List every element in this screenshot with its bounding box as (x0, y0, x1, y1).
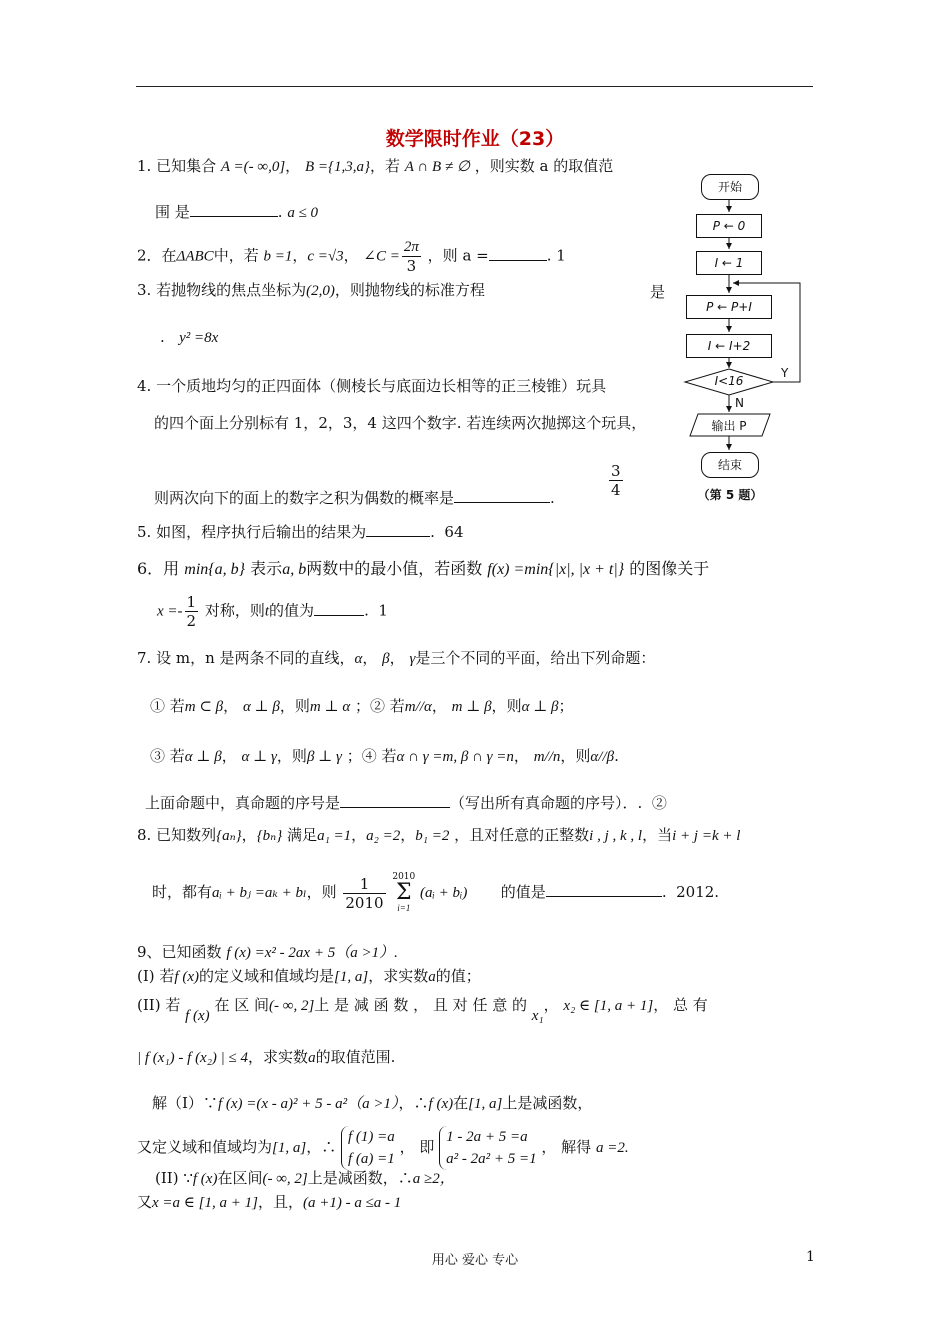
question-8-line-2: 时，都有aᵢ + bⱼ =aₖ + bₗ，则 $\frac{1}{2010}$ 2010 Σ i=1 (aᵢ + bᵢ) 的值是 . 2012. (152, 872, 720, 913)
question-5: 5. 如图，程序执行后输出的结果为 . 64 (137, 523, 464, 541)
question-3-line-1: 3. 若抛物线的焦点坐标为(2,0)，则抛物线的标准方程 (137, 281, 485, 299)
question-4-line-3: 则两次向下的面上的数字之积为偶数的概率是 . (154, 489, 555, 507)
solution-3: (II) ∵f (x)在区间(- ∞, 2]上是减函数，∴a ≥2， (155, 1169, 455, 1187)
question-4-line-1: 4. 一个质地均匀的正四面体（侧棱长与底面边长相等的正三棱锥）玩具 (137, 377, 607, 395)
solution-1: 解（Ⅰ）∵f (x) =(x - a)² + 5 - a²（a >1），∴f (x)在[1, a]上是减函数， (152, 1094, 593, 1112)
question-2: 2．在ΔABC中，若 b =1，c =√3， ∠C = $\frac{2\pi}{3}$ ，则 a = . 1 (137, 239, 566, 275)
question-7-conclusion: 上面命题中，真命题的序号是 （写出所有真命题的序号）．. ② (145, 794, 667, 812)
question-9-part-2: (II) 若 f (x) 在 区 间(- ∞, 2]上 是 减 函 数 ， 且 对 任 意 的 x₁， x₂ ∈ [1, a + 1]， 总 有 (137, 996, 708, 1024)
page-title: 数学限时作业（23） (385, 128, 565, 150)
page-number: 1 (806, 1249, 815, 1265)
question-6-line-2: x =- $\frac{1}{2}$ 对称，则t的值为 . 1 (157, 593, 388, 630)
flow-no-label: N (735, 396, 744, 410)
flow-add-p: P ← P+I (686, 295, 772, 319)
flow-caption: （第 5 题） (697, 488, 763, 502)
question-9-stem: 9、已知函数 f (x) =x² - 2ax + 5（a >1）. (137, 943, 398, 961)
solution-4: 又x =a ∈ [1, a + 1]，且，(a +1) - a ≤a - 1 (137, 1193, 402, 1211)
flow-output: 输出 P (711, 419, 747, 433)
question-3-answer: . y² =8x (160, 328, 219, 346)
flow-add-i: I ← I+2 (686, 334, 772, 358)
question-7-props-1-2: ① 若m ⊂ β， α ⊥ β，则m ⊥ α ；② 若m//α， m ⊥ β，则α ⊥ β； (150, 697, 574, 715)
page-footer: 用心 爱心 专心 (431, 1253, 519, 1268)
flow-init-i: I ← 1 (696, 251, 762, 275)
question-1-line-2: 围 是 . a ≤ 0 (155, 203, 319, 221)
question-4-line-2: 的四个面上分别标有 1，2，3，4 这四个数字. 若连续两次抛掷这个玩具， (154, 414, 647, 432)
question-1-answer: a ≤ 0 (287, 205, 319, 221)
question-1-line-1: 1. 已知集合 A =(- ∞,0]， B ={1,3,a}，若 A ∩ B ≠ ∅ ，则实数 a 的取值范 (137, 157, 614, 175)
question-6-line-1: 6．用 min{a, b} 表示a, b两数中的最小值，若函数 f(x) =min{|x|, |x + t|} 的图像关于 (137, 559, 710, 578)
question-9-part-2-cont: | f (x₁) - f (x₂) | ≤ 4，求实数a的取值范围. (137, 1048, 396, 1066)
question-2-answer: 1 (556, 246, 566, 265)
solution-2: 又定义域和值域均为[1, a]，∴ f (1) =a f (a) =1 ， 即 1 - 2a + 5 =a a² - 2a² + 5 =1 ， 解得 a =2. (137, 1126, 629, 1170)
question-8-line-1: 8. 已知数列{aₙ}，{bₙ} 满足a₁ =1，a₂ =2，b₁ =2 ，且对任意的正整数i , j , k , l，当i + j =k + l (137, 826, 741, 844)
question-7-line-1: 7. 设 m，n 是两条不同的直线，α， β， γ是三个不同的平面，给出下列命题： (137, 649, 656, 667)
flow-end: 结束 (701, 452, 759, 478)
question-9-part-1: (I) 若f (x)的定义域和值域均是[1, a]，求实数a的值； (137, 967, 481, 985)
question-7-props-3-4: ③ 若α ⊥ β， α ⊥ γ，则β ⊥ γ ；④ 若α ∩ γ =m, β ∩ γ =n， m//n，则α//β. (150, 747, 619, 765)
flow-condition: I<16 (714, 374, 744, 388)
flow-start: 开始 (701, 174, 759, 200)
question-4-answer: $\frac{3}{4}$ (611, 462, 621, 499)
flow-init-p: P ← 0 (696, 214, 762, 238)
header-rule (136, 86, 813, 87)
flow-yes-label: Y (781, 366, 789, 380)
question-3-shi: 是 (650, 283, 666, 301)
